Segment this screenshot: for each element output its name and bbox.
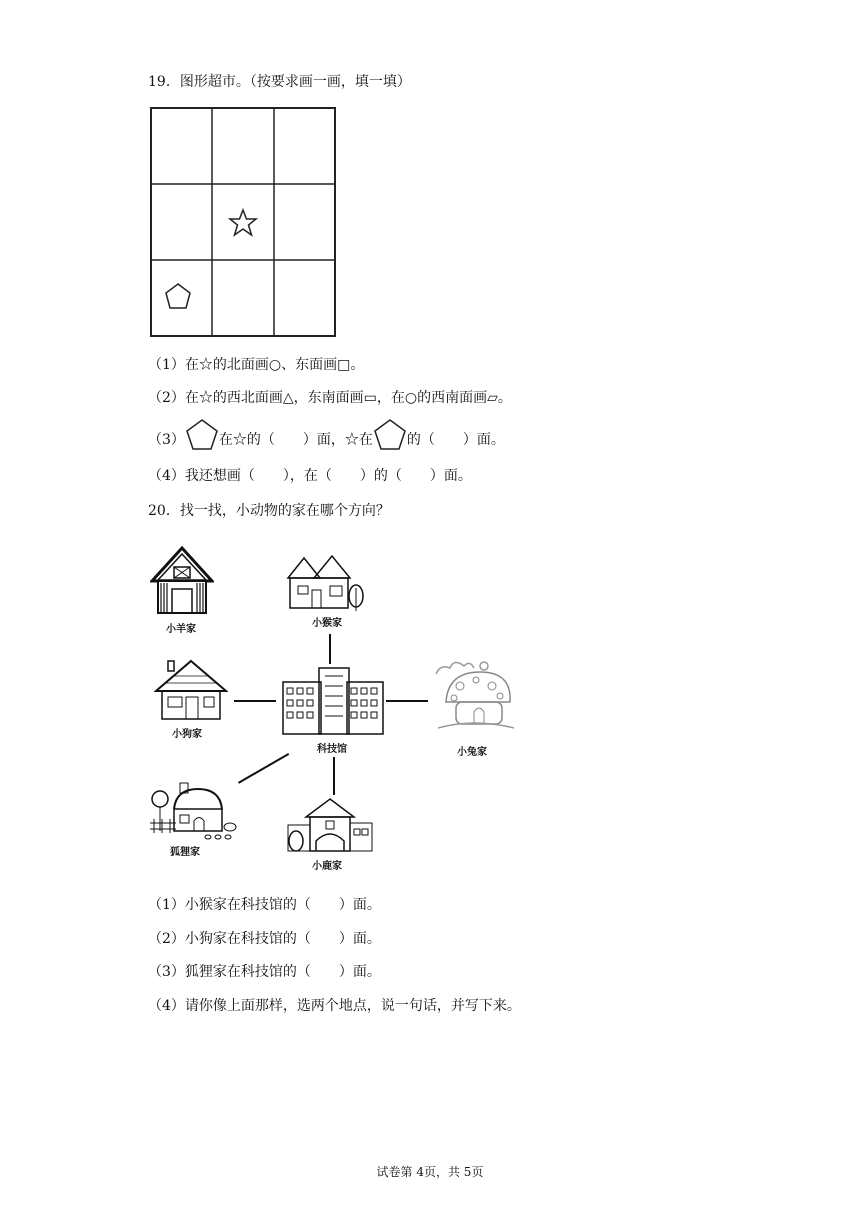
q19-sub3-mid: 在☆的（ ）面，☆在 — [218, 432, 373, 448]
pentagon-icon — [185, 418, 219, 452]
label-rabbit: 小兔家 — [457, 747, 487, 758]
label-dog: 小狗家 — [172, 729, 202, 740]
label-sheep: 小羊家 — [166, 624, 196, 635]
label-center: 科技馆 — [317, 744, 347, 755]
pentagon-icon — [166, 284, 190, 308]
deer-house-icon — [286, 797, 374, 855]
monkey-house-icon — [284, 554, 366, 612]
label-monkey: 小猴家 — [312, 618, 342, 629]
q20-title: 20．找一找，小动物的家在哪个方向？ — [148, 503, 390, 519]
sheep-house-icon — [150, 545, 214, 615]
q19-sub3 — [148, 428, 505, 452]
shape-grid — [150, 107, 336, 337]
dog-house-icon — [154, 657, 228, 721]
q19-sub4: （4）我还想画（ ），在（ ）的（ ）面。 — [148, 468, 472, 484]
rabbit-house-icon — [430, 652, 520, 738]
connector-line — [386, 700, 428, 702]
connector-line — [329, 634, 331, 664]
q20-sub3: （3）狐狸家在科技馆的（ ）面。 — [148, 964, 381, 980]
q20-sub2: （2）小狗家在科技馆的（ ）面。 — [148, 931, 381, 947]
pentagon-icon — [373, 418, 407, 452]
q20-sub4: （4）请你像上面那样，选两个地点，说一句话，并写下来。 — [148, 998, 521, 1014]
q19-sub2: （2）在☆的西北面画△，东南面画▭，在○的西南面画▱。 — [148, 390, 512, 406]
science-museum-icon — [281, 664, 385, 736]
q19-sub3-prefix: （3） — [148, 432, 185, 448]
star-icon — [230, 210, 256, 235]
q20-sub1: （1）小猴家在科技馆的（ ）面。 — [148, 897, 381, 913]
q19-title: 19．图形超市。（按要求画一画，填一填） — [148, 74, 411, 90]
label-fox: 狐狸家 — [170, 847, 200, 858]
label-deer: 小鹿家 — [312, 861, 342, 872]
fox-house-icon — [146, 779, 240, 841]
connector-line — [333, 757, 335, 795]
q19-sub3-suffix: 的（ ）面。 — [406, 432, 505, 448]
connector-line — [234, 700, 276, 702]
connector-line — [238, 753, 289, 784]
page-footer: 试卷第 4页，共 5页 — [376, 1165, 484, 1179]
q19-sub1: （1）在☆的北面画○、东面画□。 — [148, 357, 365, 373]
